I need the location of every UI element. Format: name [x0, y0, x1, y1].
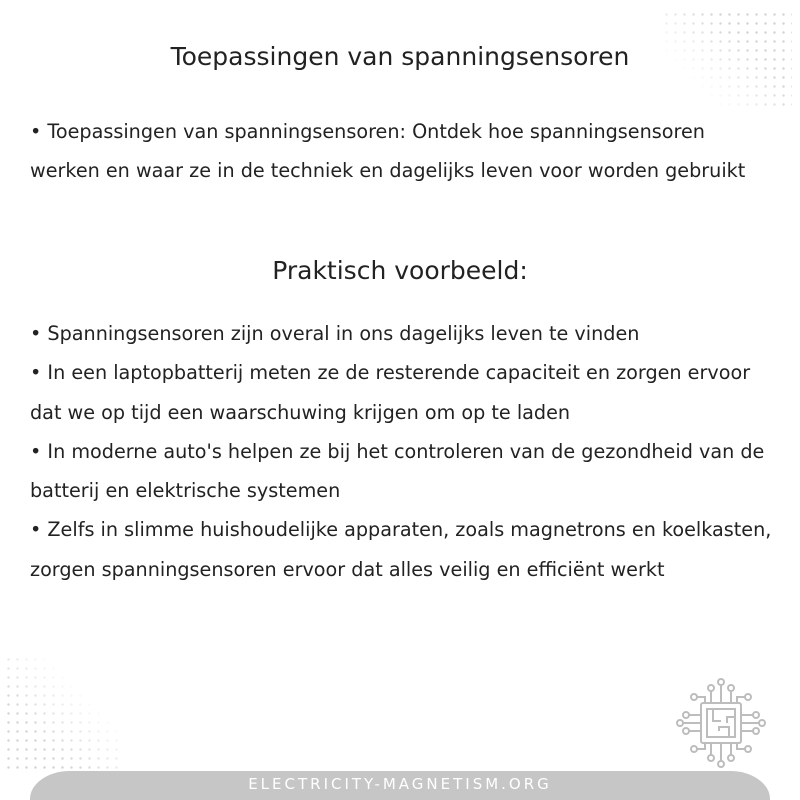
page-title: Toepassingen van spanningsensoren [170, 42, 630, 71]
bullet-item: • In moderne auto's helpen ze bij het controleren van de gezondheid van de batterij en elektrische systemen [30, 439, 765, 503]
intro-paragraph: • Toepassingen van spanningsensoren: Ontdek hoe spanningsensoren werken en waar ze in de techniek en dagelijks leven voor worden gebruikt [30, 120, 746, 182]
section-subtitle: Praktisch voorbeeld: [272, 256, 528, 285]
footer-bar [30, 771, 770, 800]
bullet-list [30, 314, 775, 589]
footer-site-name: ELECTRICITY-MAGNETISM.ORG [248, 775, 552, 793]
bullet-item: • In een laptopbatterij meten ze de resterende capaciteit en zorgen ervoor dat we op tijd een waarschuwing krijgen om op te laden [30, 361, 751, 424]
microchip-icon [675, 677, 767, 769]
bullet-item: • Spanningsensoren zijn overal in ons dagelijks leven te vinden [30, 322, 640, 345]
bullet-item: • Zelfs in slimme huishoudelijke apparaten, zoals magnetrons en koelkasten, zorgen spanningsensoren ervoor dat alles veilig en efficiënt werkt [30, 518, 772, 581]
decorative-dot-pattern-bottom-left [4, 655, 124, 775]
